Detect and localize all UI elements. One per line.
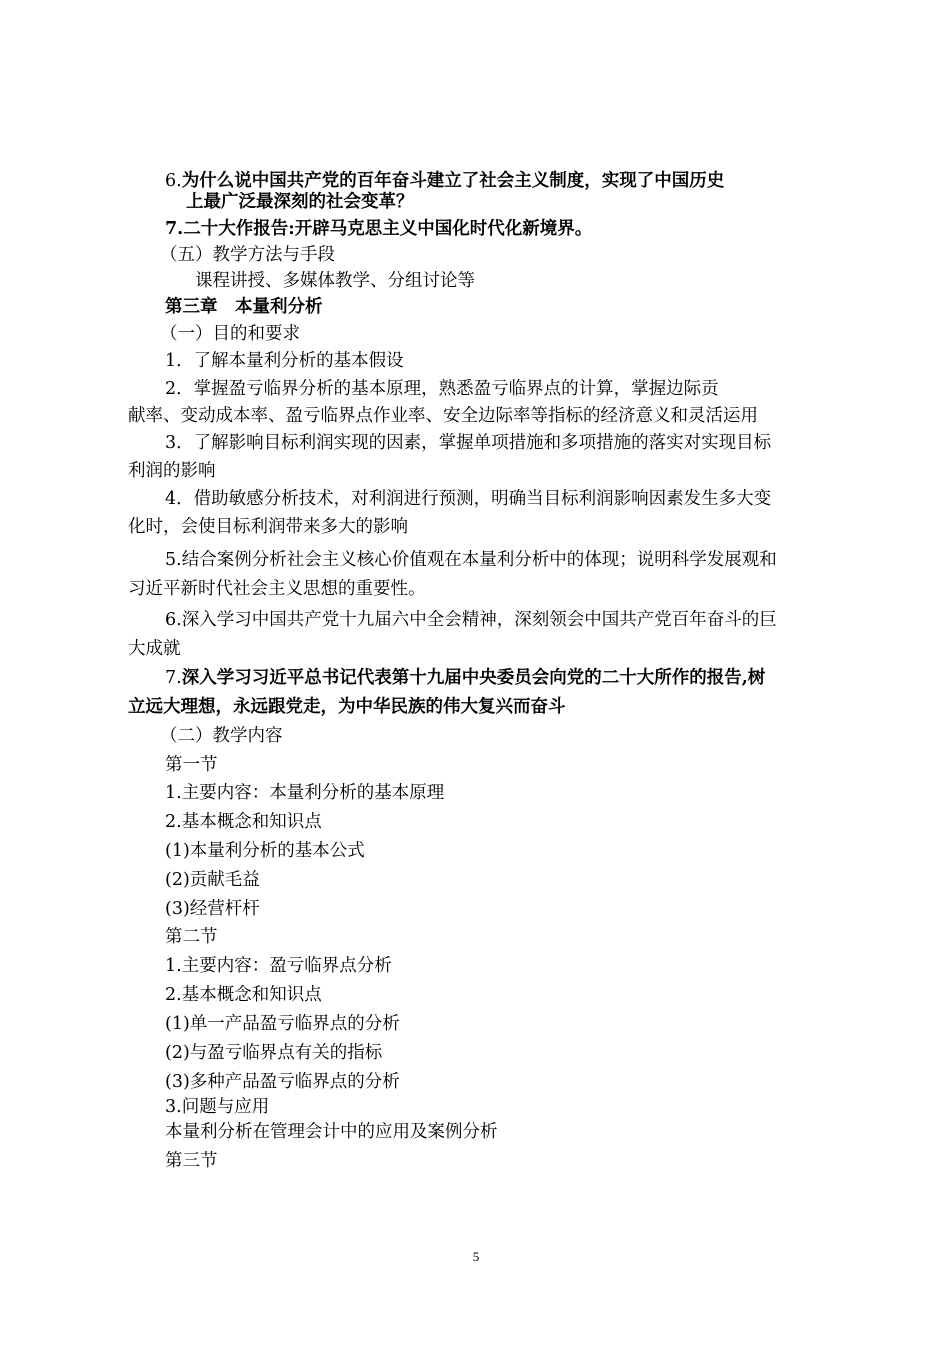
methods-text: 课程讲授、多媒体教学、分组讨论等 [195, 271, 475, 291]
node-2-item-3: (3)多种产品盈亏临界点的分析 [165, 1072, 400, 1092]
req-7-text: 深入学习习近平总书记代表第十九届中央委员会向党的二十大所作的报告,树 [181, 668, 766, 688]
req-5-cont: 习近平新时代社会主义思想的重要性。 [128, 579, 426, 599]
question-6 [165, 170, 724, 192]
question-7: 7.二十大作报告:开辟马克思主义中国化时代化新境界。 [165, 219, 593, 239]
req-6: 6.深入学习中国共产党十九届六中全会精神，深刻领会中国共产党百年奋斗的巨 [165, 610, 777, 630]
node-2-apply-text: 本量利分析在管理会计中的应用及案例分析 [165, 1122, 498, 1142]
req-4: 4．借助敏感分析技术，对利润进行预测，明确当目标利润影响因素发生多大变 [165, 489, 772, 509]
req-6-cont: 大成就 [128, 639, 181, 659]
node-1-item-3: (3)经营杆杆 [165, 899, 260, 919]
node-1-title: 第一节 [165, 755, 218, 775]
node-1-item-1: (1)本量利分析的基本公式 [165, 841, 365, 861]
node-2-apply-heading: 3.问题与应用 [165, 1097, 270, 1117]
node-3-title: 第三节 [165, 1151, 218, 1171]
section-heading-1: （一）目的和要求 [160, 324, 300, 344]
req-5: 5.结合案例分析社会主义核心价值观在本量利分析中的体现；说明科学发展观和 [165, 550, 777, 570]
req-3: 3．了解影响目标利润实现的因素，掌握单项措施和多项措施的落实对实现目标 [165, 433, 772, 453]
req-3-cont: 利润的影响 [128, 461, 216, 481]
req-7-cont: 立远大理想，永远跟党走，为中华民族的伟大复兴而奋斗 [128, 697, 566, 717]
section-heading-2: （二）教学内容 [160, 726, 283, 746]
node-2-main: 1.主要内容：盈亏临界点分析 [165, 956, 392, 976]
node-1-concepts: 2.基本概念和知识点 [165, 812, 322, 832]
question-6-num: 6. [165, 171, 182, 191]
req-7 [165, 667, 765, 689]
section-heading-5: （五）教学方法与手段 [160, 245, 335, 265]
node-2-concepts: 2.基本概念和知识点 [165, 985, 322, 1005]
node-1-item-2: (2)贡献毛益 [165, 870, 260, 890]
req-4-cont: 化时，会使目标利润带来多大的影响 [128, 517, 408, 537]
question-6-text: 为什么说中国共产党的百年奋斗建立了社会主义制度，实现了中国历史 [181, 171, 725, 191]
node-2-title: 第二节 [165, 927, 218, 947]
req-2: 2．掌握盈亏临界分析的基本原理，熟悉盈亏临界点的计算，掌握边际贡 [165, 379, 719, 399]
node-1-main: 1.主要内容：本量利分析的基本原理 [165, 783, 445, 803]
page-number: 5 [472, 1249, 480, 1264]
req-7-num: 7. [165, 668, 182, 688]
req-1: 1．了解本量利分析的基本假设 [165, 351, 404, 371]
question-6-cont: 上最广泛最深刻的社会变革？ [186, 192, 414, 212]
req-2-cont: 献率、变动成本率、盈亏临界点作业率、安全边际率等指标的经济意义和灵活运用 [128, 406, 758, 426]
node-2-item-2: (2)与盈亏临界点有关的指标 [165, 1043, 383, 1063]
node-2-item-1: (1)单一产品盈亏临界点的分析 [165, 1014, 400, 1034]
chapter-title: 第三章 本量利分析 [165, 297, 323, 317]
